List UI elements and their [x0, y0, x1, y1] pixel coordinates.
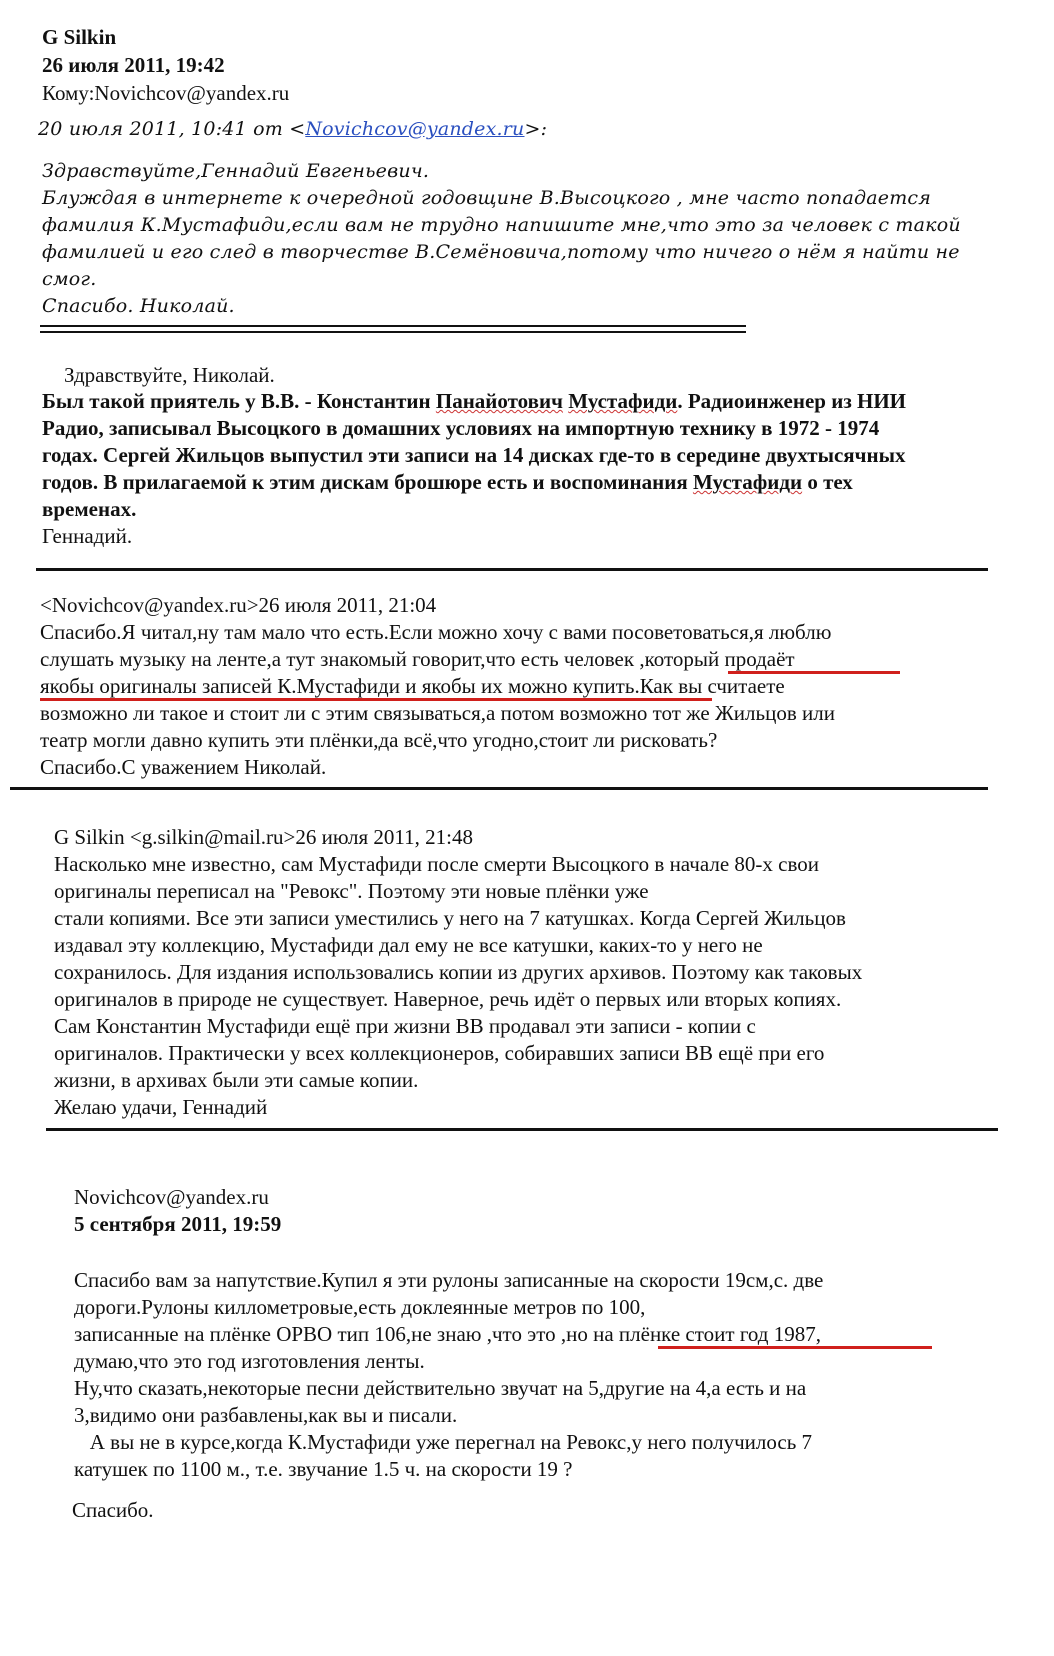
- msg3-line: сохранилось. Для издания использовались копии из других архивов. Поэтому как таковых: [54, 960, 863, 984]
- msg3-line: Сам Константин Мустафиди ещё при жизни ВВ продавал эти записи - копии с: [54, 1014, 756, 1038]
- msg2-line: слушать музыку на ленте,а тут знакомый говорит,что есть человек ,который продаёт: [40, 647, 795, 671]
- quote-line: Спасибо. Николай.: [42, 295, 235, 317]
- reply1-line: Радио, записывал Высоцкого в домашних условиях на импортную технику в 1972 - 1974: [42, 416, 880, 440]
- msg4-line: записанные на плёнке ОРВО тип 106,не знаю ,что это ,но на плёнке стоит год 1987,: [74, 1322, 821, 1346]
- reply1-line: годах. Сергей Жильцов выпустил эти записи на 14 дисках где-то в середине двухтысячных: [42, 443, 906, 467]
- msg3-line: оригиналов. Практически у всех коллекционеров, собиравших записи ВВ ещё при его: [54, 1041, 825, 1065]
- quote-separator: [40, 325, 746, 333]
- msg4-line: Спасибо вам за напутствие.Купил я эти рулоны записанные на скорости 19см,с. две: [74, 1268, 824, 1292]
- sent-date: 26 июля 2011, 19:42: [42, 53, 225, 77]
- msg4-line: дороги.Рулоны киллометровые,есть доклеянные метров по 100,: [74, 1295, 646, 1319]
- reply1-greeting: Здравствуйте, Николай.: [64, 363, 275, 387]
- recipient: Кому:Novichcov@yandex.ru: [42, 81, 290, 105]
- msg2-line: возможно ли такое и стоит ли с этим связываться,а потом возможно тот же Жильцов или: [40, 701, 835, 725]
- msg4-line: думаю,что это год изготовления ленты.: [74, 1349, 425, 1373]
- quote-line: Здравствуйте,Геннадий Евгеньевич.: [42, 160, 430, 182]
- msg4-line: катушек по 1100 м., т.е. звучание 1.5 ч. на скорости 19 ?: [74, 1457, 573, 1481]
- msg3-line: издавал эту коллекцию, Мустафиди дал ему не все катушки, каких-то у него не: [54, 933, 763, 957]
- msg2-line: театр могли давно купить эти плёнки,да всё,что угодно,стоит ли рисковать?: [40, 728, 718, 752]
- msg3-line: оригиналы переписал на "Ревокс". Поэтому эти новые плёнки уже: [54, 879, 649, 903]
- msg2-line: якобы оригиналы записей К.Мустафиди и якобы их можно купить.Как вы считаете: [40, 674, 785, 698]
- msg4-line: А вы не в курсе,когда К.Мустафиди уже перегнал на Ревокс,у него получилось 7: [74, 1430, 813, 1454]
- quote-line: фамилия К.Мустафиди,если вам не трудно напишите мне,что это за человек с такой: [42, 214, 961, 236]
- quote-line: смог.: [42, 268, 97, 290]
- reply1-line: годов. В прилагаемой к этим дискам брошюре есть и воспоминания Мустафиди о тех: [42, 470, 853, 494]
- msg3-header: G Silkin <g.silkin@mail.ru>26 июля 2011, 21:48: [54, 825, 473, 849]
- quote-date: 20 июля 2011, 10:41 от <: [38, 118, 306, 140]
- quote-header: [38, 116, 547, 142]
- quote-header-end: >:: [524, 118, 548, 140]
- msg4-date: 5 сентября 2011, 19:59: [74, 1212, 282, 1236]
- msg3-line: жизни, в архивах были эти самые копии.: [54, 1068, 419, 1092]
- quote-line: Блуждая в интернете к очередной годовщине В.Высоцкого , мне часто попадается: [42, 187, 932, 209]
- section-divider: [36, 568, 988, 571]
- msg4-from: Novichcov@yandex.ru: [74, 1185, 269, 1209]
- red-underline: [658, 1346, 932, 1349]
- msg4-line: 3,видимо они разбавлены,как вы и писали.: [74, 1403, 458, 1427]
- quote-email-link[interactable]: Novichcov@yandex.ru: [305, 118, 525, 140]
- highlighted-phrase: якобы оригиналы записей К.Мустафиди и якобы их можно купить: [40, 674, 635, 698]
- reply1-signature: Геннадий.: [42, 524, 133, 548]
- reply1-line: временах.: [42, 497, 137, 521]
- msg2-line: Спасибо.Я читал,ну там мало что есть.Если можно хочу с вами посоветоваться,я люблю: [40, 620, 832, 644]
- msg3-line: стали копиями. Все эти записи уместились у него на 7 катушках. Когда Сергей Жильцов: [54, 906, 846, 930]
- msg4-thanks: Спасибо.: [72, 1498, 154, 1522]
- msg3-signature: Желаю удачи, Геннадий: [54, 1095, 268, 1119]
- reply1-line: Был такой приятель у В.В. - Константин Панайотович Мустафиди. Радиоинженер из НИИ: [42, 389, 907, 413]
- section-divider: [10, 787, 988, 790]
- quote-line: фамилией и его след в творчестве В.Семёновича,потому что ничего о нём я найти не: [42, 241, 960, 263]
- section-divider: [46, 1128, 998, 1131]
- sender-name: G Silkin: [42, 25, 117, 49]
- highlighted-phrase: который продаёт: [644, 647, 795, 671]
- msg2-line: Спасибо.С уважением Николай.: [40, 755, 327, 779]
- msg3-line: оригиналов в природе не существует. Наверное, речь идёт о первых или вторых копиях.: [54, 987, 842, 1011]
- msg4-line: Ну,что сказать,некоторые песни действительно звучат на 5,другие на 4,а есть и на: [74, 1376, 807, 1400]
- highlighted-phrase: на плёнке стоит год 1987,: [593, 1322, 821, 1346]
- msg2-header: <Novichcov@yandex.ru>26 июля 2011, 21:04: [40, 593, 437, 617]
- msg3-line: Насколько мне известно, сам Мустафиди после смерти Высоцкого в начале 80-х свои: [54, 852, 819, 876]
